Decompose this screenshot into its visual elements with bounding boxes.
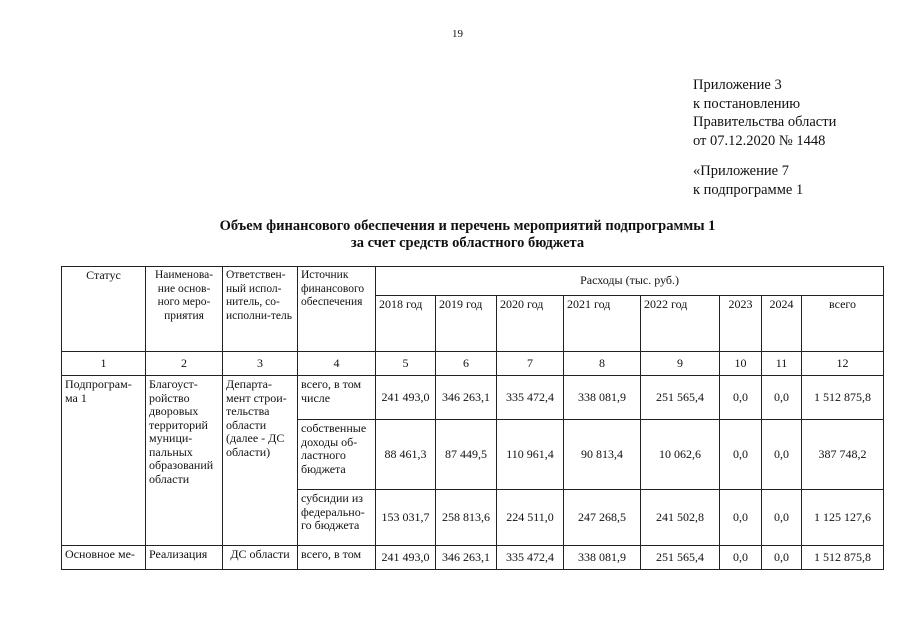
- value-cell: 87 449,5: [436, 420, 497, 490]
- row-source: всего, в том: [298, 546, 376, 570]
- value-cell: 10 062,6: [641, 420, 720, 490]
- header-year: 2023: [720, 296, 762, 352]
- value-cell: 346 263,1: [436, 546, 497, 570]
- column-number: 4: [298, 352, 376, 376]
- value-cell: 247 268,5: [564, 490, 641, 546]
- value-cell: 224 511,0: [497, 490, 564, 546]
- value-cell: 0,0: [720, 546, 762, 570]
- row-name: Благоуст-ройство дворовых территорий муници-пальных образований области: [146, 376, 223, 546]
- finance-table: [61, 266, 884, 570]
- row-status: Подпрограм-ма 1: [62, 376, 146, 546]
- value-cell: 338 081,9: [564, 376, 641, 420]
- row-source: субсидии из федерально-го бюджета: [298, 490, 376, 546]
- value-cell: 0,0: [762, 490, 802, 546]
- row-status: Основное ме-: [62, 546, 146, 570]
- value-cell: 241 493,0: [376, 546, 436, 570]
- header-year: 2020 год: [497, 296, 564, 352]
- column-number: 1: [62, 352, 146, 376]
- value-cell: 335 472,4: [497, 546, 564, 570]
- page-number: 19: [452, 28, 463, 40]
- value-cell: 387 748,2: [802, 420, 884, 490]
- title-line-2: за счет средств областного бюджета: [350, 235, 585, 251]
- value-cell: 0,0: [720, 376, 762, 420]
- annex-line: от 07.12.2020 № 1448: [693, 132, 826, 149]
- value-cell: 1 125 127,6: [802, 490, 884, 546]
- header-year: 2018 год: [376, 296, 436, 352]
- row-name: Реализация: [146, 546, 223, 570]
- value-cell: 90 813,4: [564, 420, 641, 490]
- value-cell: 0,0: [762, 546, 802, 570]
- column-number: 10: [720, 352, 762, 376]
- header-year: 2021 год: [564, 296, 641, 352]
- column-number: 9: [641, 352, 720, 376]
- annex-line: к подпрограмме 1: [693, 181, 804, 198]
- annex-line: «Приложение 7: [693, 163, 789, 179]
- table-row: [62, 546, 884, 570]
- column-number: 3: [223, 352, 298, 376]
- value-cell: 241 502,8: [641, 490, 720, 546]
- value-cell: 346 263,1: [436, 376, 497, 420]
- table-row: [62, 376, 884, 420]
- value-cell: 0,0: [762, 420, 802, 490]
- header-status: Статус: [62, 267, 146, 352]
- value-cell: 251 565,4: [641, 546, 720, 570]
- value-cell: 88 461,3: [376, 420, 436, 490]
- document-title: [0, 218, 905, 252]
- value-cell: 0,0: [762, 376, 802, 420]
- header-name: Наименова-ние основ-ного меро-приятия: [146, 267, 223, 352]
- column-number: 5: [376, 352, 436, 376]
- value-cell: 338 081,9: [564, 546, 641, 570]
- title-line-1: Объем финансового обеспечения и перечень мероприятий подпрограммы 1: [219, 218, 716, 234]
- header-year: 2024: [762, 296, 802, 352]
- value-cell: 251 565,4: [641, 376, 720, 420]
- annex-line: Приложение 3: [693, 77, 782, 93]
- header-year: 2022 год: [641, 296, 720, 352]
- row-responsible: ДС области: [223, 546, 298, 570]
- value-cell: 0,0: [720, 420, 762, 490]
- row-source: всего, в том числе: [298, 376, 376, 420]
- value-cell: 241 493,0: [376, 376, 436, 420]
- column-number: 11: [762, 352, 802, 376]
- annex-line: к постановлению: [693, 95, 801, 112]
- value-cell: 110 961,4: [497, 420, 564, 490]
- annex-subprogram-block: [693, 162, 803, 199]
- annex-block: [693, 76, 836, 150]
- annex-line: Правительства области: [693, 114, 837, 130]
- column-number: 2: [146, 352, 223, 376]
- column-number: 8: [564, 352, 641, 376]
- value-cell: 0,0: [720, 490, 762, 546]
- row-responsible: Департа-мент строи-тельства области (далее - ДС области): [223, 376, 298, 546]
- header-source: Источник финансового обеспечения: [298, 267, 376, 352]
- column-number: 7: [497, 352, 564, 376]
- header-total: всего: [802, 296, 884, 352]
- value-cell: 335 472,4: [497, 376, 564, 420]
- row-source: собственные доходы об-ластного бюджета: [298, 420, 376, 490]
- column-number: 12: [802, 352, 884, 376]
- column-number: 6: [436, 352, 497, 376]
- value-cell: 258 813,6: [436, 490, 497, 546]
- header-expenses: Расходы (тыс. руб.): [376, 267, 884, 296]
- header-year: 2019 год: [436, 296, 497, 352]
- value-cell: 153 031,7: [376, 490, 436, 546]
- header-responsible: Ответствен-ный испол-нитель, со-исполни-тель: [223, 267, 298, 352]
- value-cell: 1 512 875,8: [802, 376, 884, 420]
- value-cell: 1 512 875,8: [802, 546, 884, 570]
